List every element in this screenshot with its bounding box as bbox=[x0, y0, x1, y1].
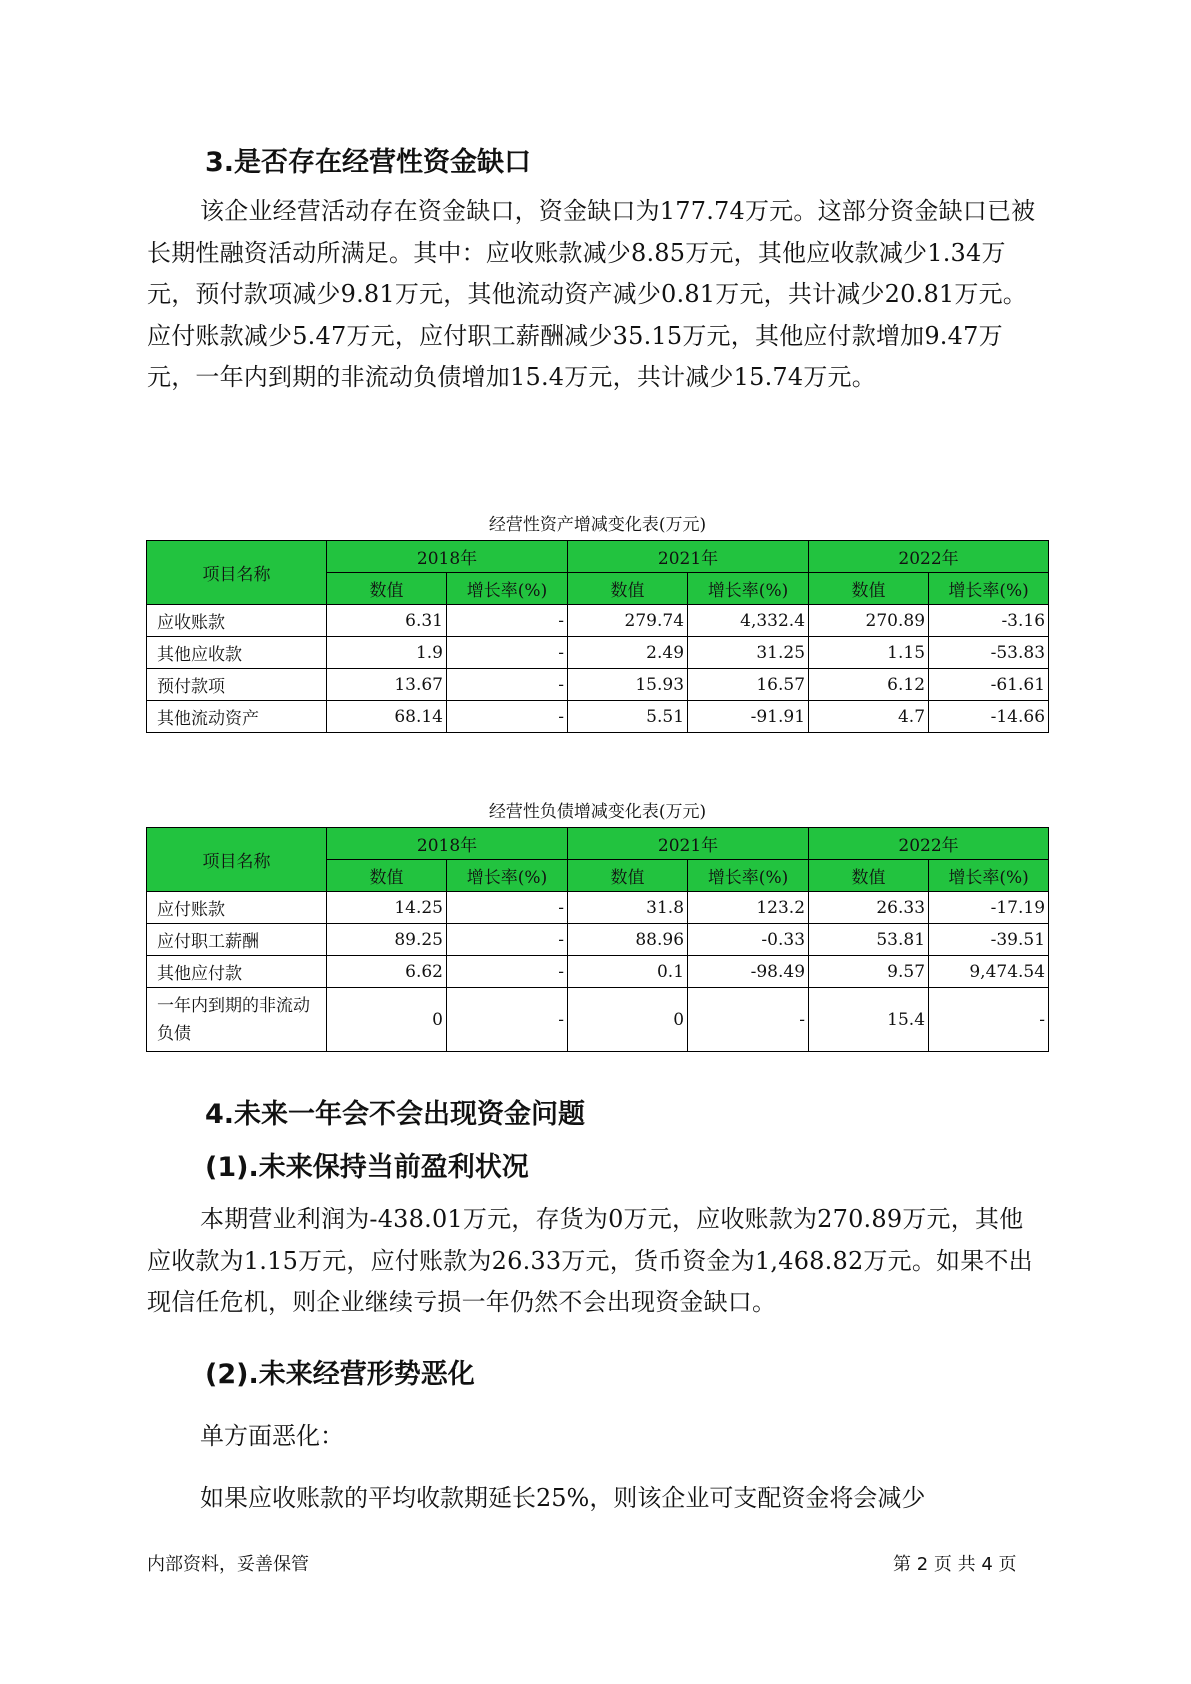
section4-sub1-heading: (1).未来保持当前盈利状况 bbox=[205, 1152, 529, 1183]
cell: 6.12 bbox=[809, 669, 929, 701]
cell: - bbox=[447, 701, 568, 733]
footer-left: 内部资料，妥善保管 bbox=[147, 1554, 309, 1575]
cell: -91.91 bbox=[688, 701, 809, 733]
cell: 15.93 bbox=[568, 669, 688, 701]
table-row bbox=[147, 988, 1049, 1052]
cell: 1.15 bbox=[809, 637, 929, 669]
rate-header: 增长率(%) bbox=[447, 573, 568, 605]
cell: 31.8 bbox=[568, 892, 688, 924]
cell: 16.57 bbox=[688, 669, 809, 701]
cell: -53.83 bbox=[929, 637, 1049, 669]
value-header: 数值 bbox=[809, 573, 929, 605]
assets-table bbox=[146, 540, 1049, 733]
cell: 4.7 bbox=[809, 701, 929, 733]
cell: 26.33 bbox=[809, 892, 929, 924]
cell: 89.25 bbox=[327, 924, 447, 956]
cell: 9,474.54 bbox=[929, 956, 1049, 988]
cell: 0.1 bbox=[568, 956, 688, 988]
cell: -39.51 bbox=[929, 924, 1049, 956]
row-name: 其他应付款 bbox=[147, 956, 327, 988]
row-name: 应收账款 bbox=[147, 605, 327, 637]
section4-sub1-paragraph: 本期营业利润为-438.01万元，存货为0万元，应收账款为270.89万元，其他应收款为1.15万元，应付账款为26.33万元，货币资金为1,468.82万元。如果不出现信任危机，则企业继续亏损一年仍然不会出现资金缺口。 bbox=[147, 1205, 1033, 1316]
cell: 4,332.4 bbox=[688, 605, 809, 637]
cell: 13.67 bbox=[327, 669, 447, 701]
section4-sub2-line1: 单方面恶化： bbox=[200, 1422, 344, 1450]
value-header: 数值 bbox=[809, 860, 929, 892]
cell: - bbox=[447, 669, 568, 701]
page-number: 第 2 页 共 4 页 bbox=[893, 1554, 1017, 1575]
section3-paragraph: 该企业经营活动存在资金缺口，资金缺口为177.74万元。这部分资金缺口已被长期性融资活动所满足。其中：应收账款减少8.85万元，其他应收款减少1.34万元，预付款项减少9.81万元，其他流动资产减少0.81万元，共计减少20.81万元。应付账款减少5.47万元，应付职工薪酬减少35.15万元，其他应付款增加9.47万元，一年内到期的非流动负债增加15.4万元，共计减少15.74万元。 bbox=[147, 197, 1036, 391]
cell: -61.61 bbox=[929, 669, 1049, 701]
cell: 53.81 bbox=[809, 924, 929, 956]
cell: -14.66 bbox=[929, 701, 1049, 733]
cell: 0 bbox=[327, 988, 447, 1052]
row-name: 应付账款 bbox=[147, 892, 327, 924]
table-row bbox=[147, 701, 1049, 733]
rate-header: 增长率(%) bbox=[929, 860, 1049, 892]
cell: 2.49 bbox=[568, 637, 688, 669]
cell: -0.33 bbox=[688, 924, 809, 956]
cell: 9.57 bbox=[809, 956, 929, 988]
liabilities-table-caption: 经营性负债增减变化表(万元) bbox=[488, 802, 707, 822]
cell: 88.96 bbox=[568, 924, 688, 956]
rate-header: 增长率(%) bbox=[929, 573, 1049, 605]
row-name: 一年内到期的非流动负债 bbox=[147, 988, 327, 1052]
row-name: 其他应收款 bbox=[147, 637, 327, 669]
year-header: 2018年 bbox=[327, 828, 568, 860]
cell: - bbox=[447, 956, 568, 988]
cell: - bbox=[688, 988, 809, 1052]
cell: 123.2 bbox=[688, 892, 809, 924]
cell: 6.62 bbox=[327, 956, 447, 988]
cell: 15.4 bbox=[809, 988, 929, 1052]
cell: 0 bbox=[568, 988, 688, 1052]
cell: 1.9 bbox=[327, 637, 447, 669]
rate-header: 增长率(%) bbox=[688, 573, 809, 605]
cell: - bbox=[447, 892, 568, 924]
value-header: 数值 bbox=[327, 573, 447, 605]
section4-sub2-line2: 如果应收账款的平均收款期延长25%，则该企业可支配资金将会减少 bbox=[200, 1484, 926, 1512]
value-header: 数值 bbox=[568, 860, 688, 892]
table-row bbox=[147, 669, 1049, 701]
cell: 31.25 bbox=[688, 637, 809, 669]
cell: -3.16 bbox=[929, 605, 1049, 637]
section4-sub2-heading: (2).未来经营形势恶化 bbox=[205, 1359, 475, 1390]
cell: - bbox=[447, 637, 568, 669]
rate-header: 增长率(%) bbox=[447, 860, 568, 892]
year-header: 2021年 bbox=[568, 541, 809, 573]
cell: 5.51 bbox=[568, 701, 688, 733]
row-name: 应付职工薪酬 bbox=[147, 924, 327, 956]
cell: 279.74 bbox=[568, 605, 688, 637]
table-row bbox=[147, 924, 1049, 956]
cell: - bbox=[447, 988, 568, 1052]
cell: - bbox=[929, 988, 1049, 1052]
assets-table-caption: 经营性资产增减变化表(万元) bbox=[488, 515, 707, 535]
table-row bbox=[147, 637, 1049, 669]
value-header: 数值 bbox=[568, 573, 688, 605]
cell: -17.19 bbox=[929, 892, 1049, 924]
cell: - bbox=[447, 924, 568, 956]
year-header: 2021年 bbox=[568, 828, 809, 860]
cell: 14.25 bbox=[327, 892, 447, 924]
cell: 68.14 bbox=[327, 701, 447, 733]
item-name-header: 项目名称 bbox=[147, 828, 327, 892]
cell: -98.49 bbox=[688, 956, 809, 988]
cell: - bbox=[447, 605, 568, 637]
section4-heading: 4.未来一年会不会出现资金问题 bbox=[205, 1099, 586, 1130]
year-header: 2022年 bbox=[809, 828, 1049, 860]
cell: 6.31 bbox=[327, 605, 447, 637]
row-name: 其他流动资产 bbox=[147, 701, 327, 733]
table-row bbox=[147, 605, 1049, 637]
value-header: 数值 bbox=[327, 860, 447, 892]
liabilities-table bbox=[146, 827, 1049, 1052]
rate-header: 增长率(%) bbox=[688, 860, 809, 892]
item-name-header: 项目名称 bbox=[147, 541, 327, 605]
year-header: 2022年 bbox=[809, 541, 1049, 573]
year-header: 2018年 bbox=[327, 541, 568, 573]
cell: 270.89 bbox=[809, 605, 929, 637]
table-row bbox=[147, 892, 1049, 924]
row-name: 预付款项 bbox=[147, 669, 327, 701]
table-row bbox=[147, 956, 1049, 988]
section3-heading: 3.是否存在经营性资金缺口 bbox=[205, 147, 532, 178]
